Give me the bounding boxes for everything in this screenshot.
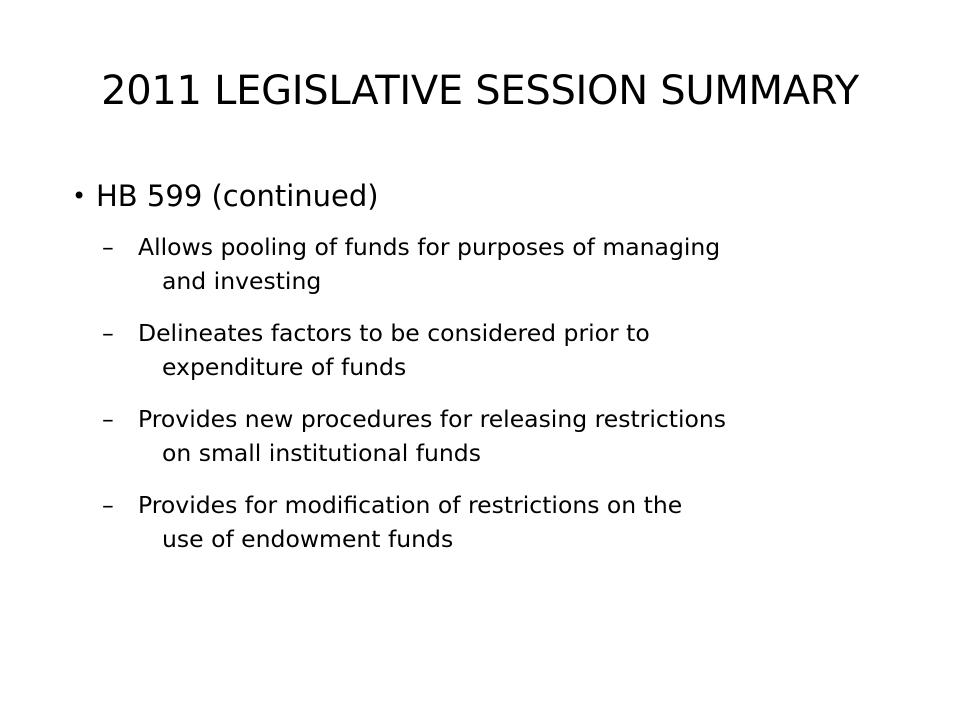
sub-bullet-text-line: Provides new procedures for releasing restrictions <box>138 405 727 433</box>
sub-bullet-text-line: and investing <box>162 267 322 295</box>
sub-bullet-text-line: use of endowment funds <box>162 525 454 553</box>
sub-bullet-text-line: Delineates factors to be considered prior to <box>138 319 650 347</box>
bullet-hb-599 <box>72 176 892 216</box>
sub-bullet-text-line: expenditure of funds <box>162 353 407 381</box>
dash-icon: – <box>102 233 114 261</box>
bullet-dot-icon: • <box>72 182 87 210</box>
sub-bullet-releasing-restrictions <box>72 402 892 470</box>
sub-bullet-list <box>72 230 892 556</box>
slide-content <box>72 176 892 574</box>
sub-bullet-text-line: Provides for modification of restrictions on the <box>138 491 683 519</box>
sub-bullet-delineates-factors <box>72 316 892 384</box>
sub-bullet-text-line: on small institutional funds <box>162 439 481 467</box>
sub-bullet-text-line: Allows pooling of funds for purposes of managing <box>138 233 721 261</box>
dash-icon: – <box>102 491 114 519</box>
slide-title: 2011 LEGISLATIVE SESSION SUMMARY <box>101 68 859 114</box>
dash-icon: – <box>102 405 114 433</box>
bullet-text: HB 599 (continued) <box>96 179 379 213</box>
sub-bullet-pooling-funds <box>72 230 892 298</box>
sub-bullet-modification-restrictions <box>72 488 892 556</box>
dash-icon: – <box>102 319 114 347</box>
